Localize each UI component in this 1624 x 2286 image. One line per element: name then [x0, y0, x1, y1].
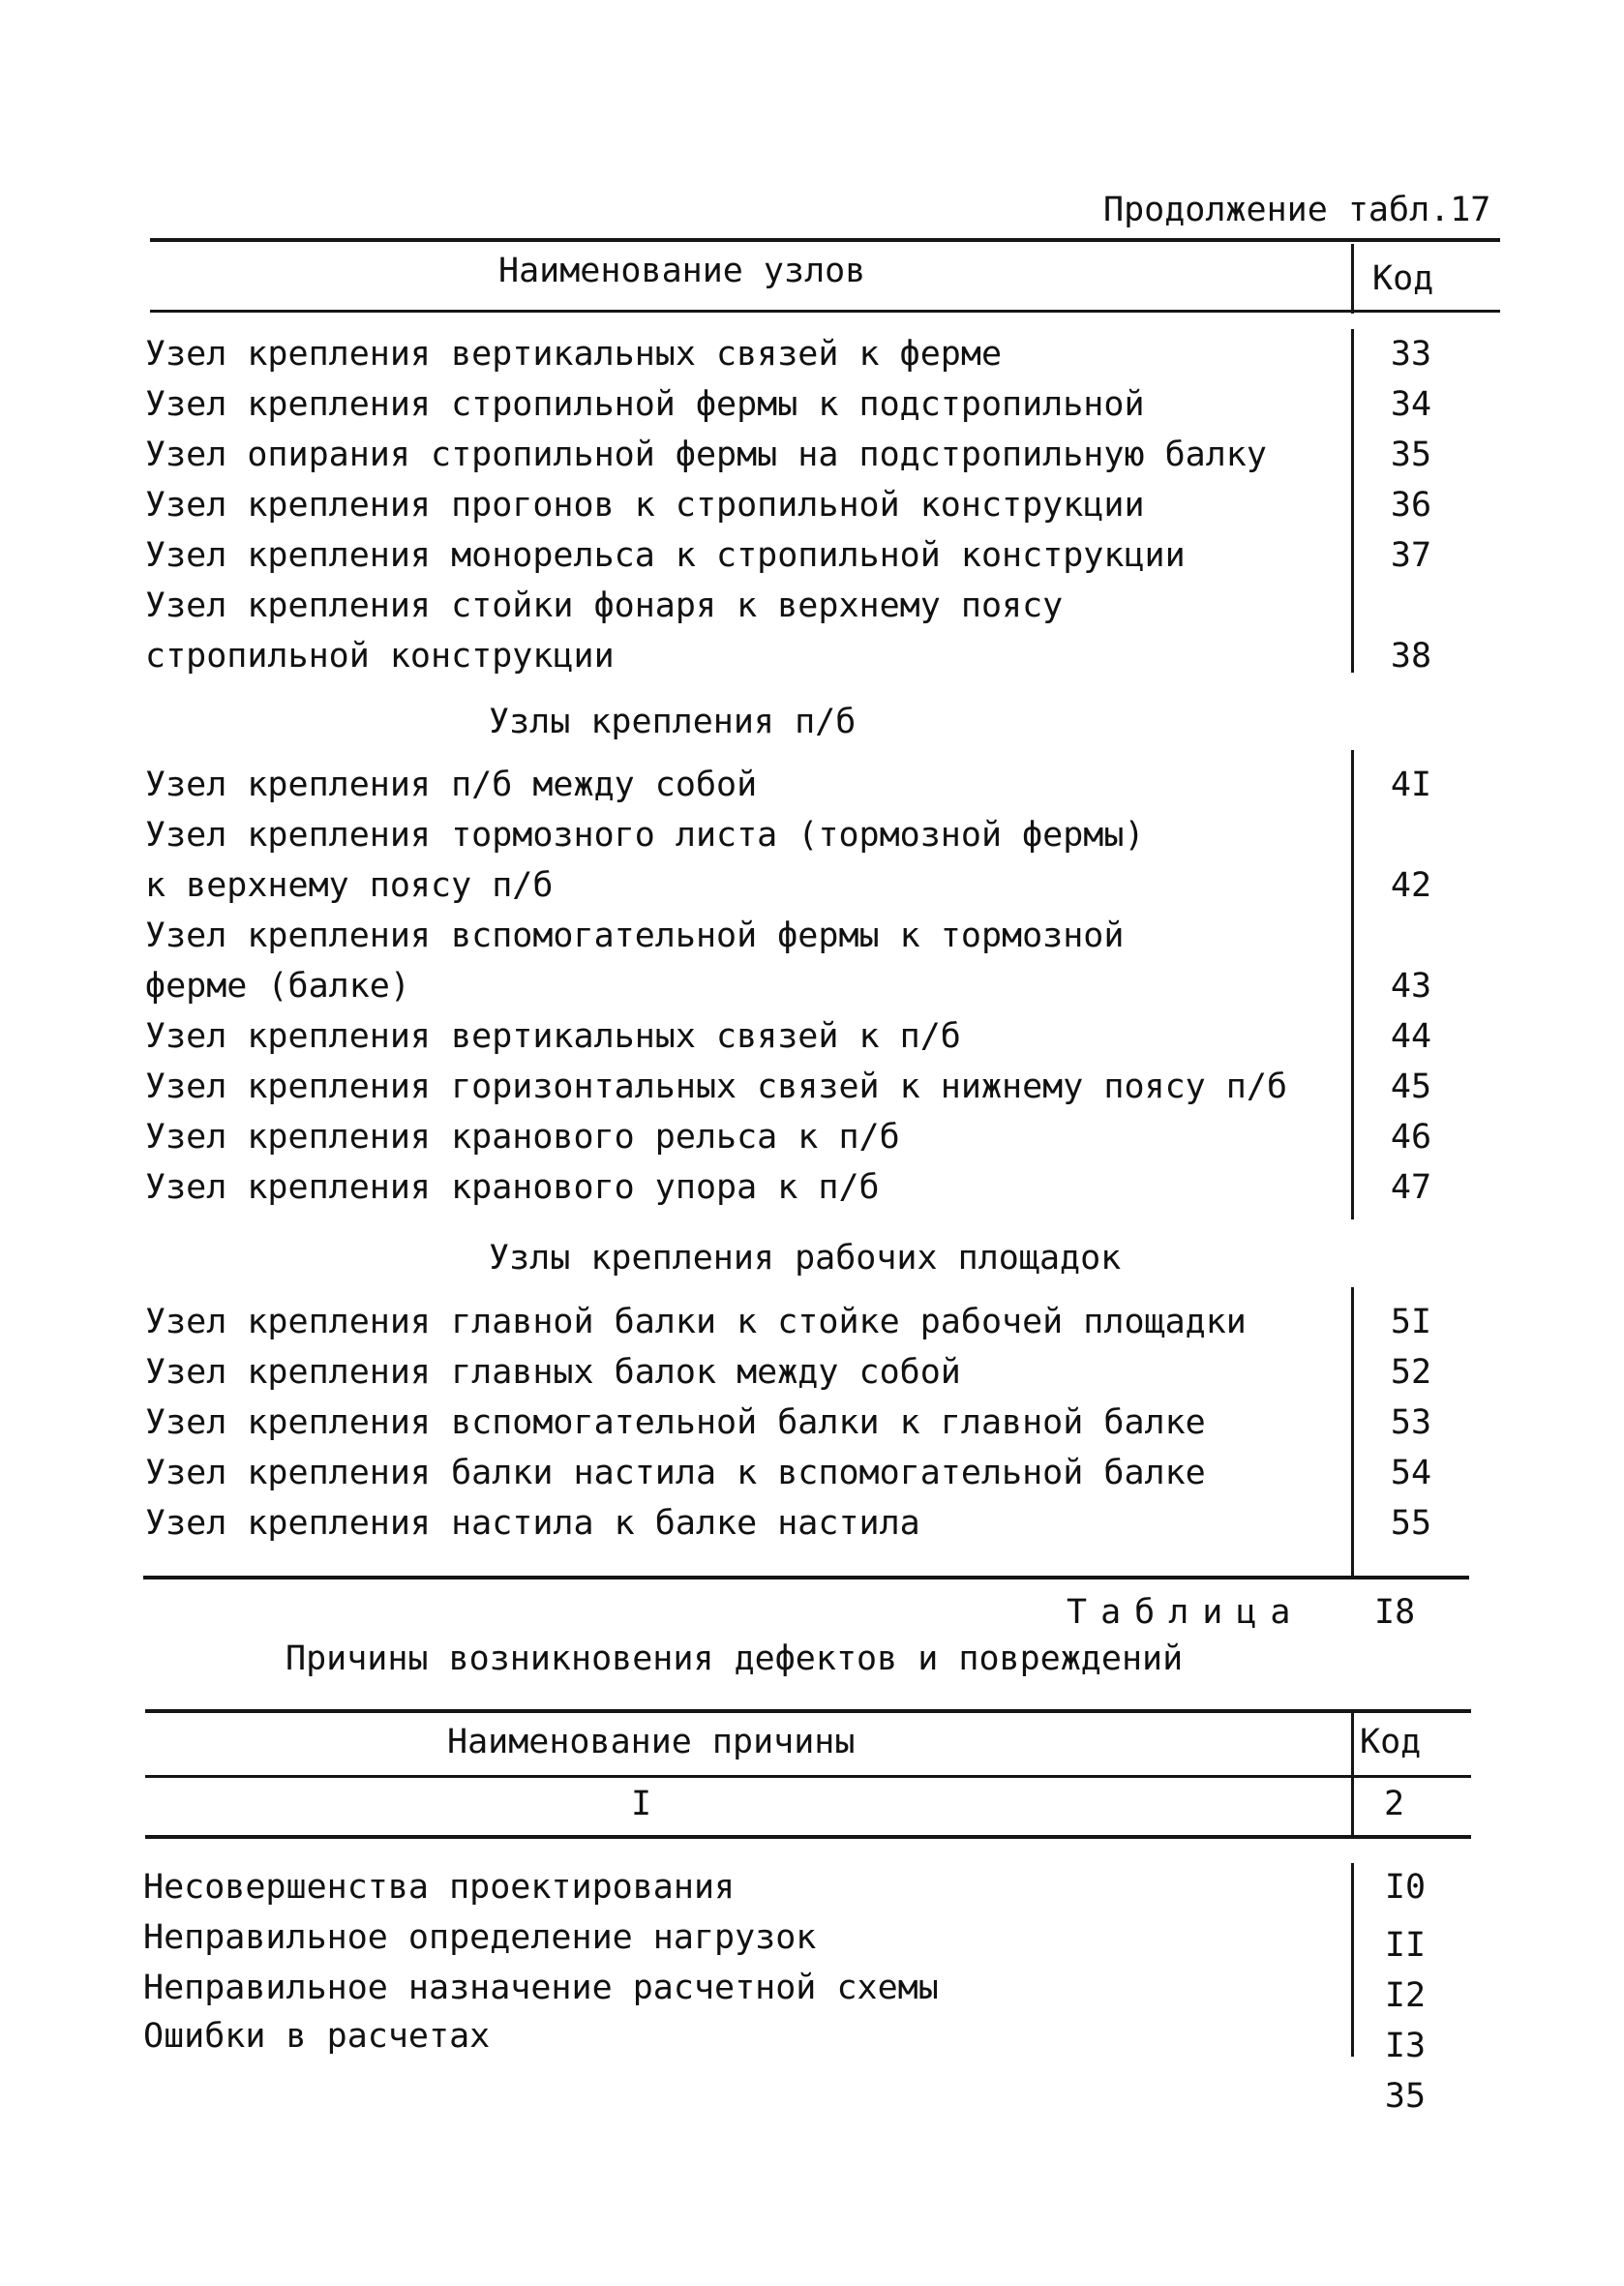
- table18-row-code: I3: [1384, 2027, 1427, 2065]
- table17-header-divider: [1351, 244, 1354, 314]
- table17-row-text: Узел крепления горизонтальных связей к нижнему поясу п/б: [145, 1068, 1288, 1106]
- table17-row-text: Узел крепления п/б между собой: [145, 766, 758, 804]
- table17-row-code: 34: [1390, 385, 1432, 424]
- table17-row-code: 55: [1390, 1504, 1432, 1543]
- table18-row-text: Несовершенства проектирования: [143, 1868, 736, 1907]
- table18-label: Таблица: [1067, 1593, 1305, 1632]
- table17-header-code: Код: [1372, 259, 1434, 298]
- table17-row-code: 44: [1390, 1017, 1432, 1056]
- table18-colnum-code: 2: [1384, 1785, 1405, 1823]
- continuation-label: Продолжение табл.17: [1103, 191, 1491, 229]
- table17-row-code: 52: [1390, 1353, 1432, 1392]
- table17-row-text: Узел крепления кранового рельса к п/б: [145, 1118, 900, 1157]
- table18-colnum-name: I: [631, 1785, 652, 1823]
- table17-row-text-line1: Узел крепления тормозного листа (тормозной фермы): [145, 816, 1145, 855]
- table17-row-text-line2: стропильной конструкции: [145, 637, 615, 676]
- table17-row-text: Узел крепления вертикальных связей к ферме: [145, 335, 1003, 374]
- table17-row-code: 36: [1390, 486, 1432, 525]
- table18-row-text: Неправильное назначение расчетной схемы: [143, 1969, 939, 2007]
- table17-section2-title: Узлы крепления п/б: [489, 703, 857, 741]
- table17-row-code: 38: [1390, 637, 1432, 676]
- table18-top-rule: [145, 1709, 1471, 1713]
- table18-row-code: II: [1384, 1926, 1427, 1965]
- table17-row-text: Узел крепления стропильной фермы к подстропильной: [145, 385, 1145, 424]
- table17-row-code: 4I: [1390, 766, 1432, 804]
- table17-row-code: 45: [1390, 1068, 1432, 1106]
- table18-row-code: I2: [1384, 1976, 1427, 2015]
- table17-row-text: Узел крепления прогонов к стропильной конструкции: [145, 486, 1145, 525]
- table17-row-code: 33: [1390, 335, 1432, 374]
- table17-row-text-line2: ферме (балке): [145, 967, 410, 1006]
- table17-row-text: Узел крепления кранового упора к п/б: [145, 1168, 880, 1207]
- table17-row-code: 35: [1390, 436, 1432, 474]
- table17-row-text: Узел крепления балки настила к вспомогательной балке: [145, 1454, 1206, 1492]
- table18-number: I8: [1374, 1593, 1416, 1632]
- table17-bottom-rule: [143, 1576, 1469, 1579]
- table18-header-name: Наименование причины: [447, 1723, 856, 1761]
- table17-row-text: Узел опирания стропильной фермы на подстропильную балку: [145, 436, 1267, 474]
- table17-row-text: Узел крепления вертикальных связей к п/б: [145, 1017, 961, 1056]
- table17-row-text: Узел крепления главной балки к стойке рабочей площадки: [145, 1303, 1247, 1341]
- table17-row-code: 46: [1390, 1118, 1432, 1157]
- table17-row-code: 47: [1390, 1168, 1432, 1207]
- table17-row-text-line2: к верхнему поясу п/б: [145, 866, 554, 905]
- table17-row-code: 42: [1390, 866, 1432, 905]
- table17-header-name: Наименование узлов: [498, 252, 866, 290]
- table17-row-text: Узел крепления вспомогательной балки к главной балке: [145, 1403, 1206, 1442]
- table18-header-rule: [145, 1775, 1471, 1778]
- table18-row-text: Ошибки в расчетах: [143, 2017, 491, 2056]
- table17-row-code: 54: [1390, 1454, 1432, 1492]
- table18-header-code: Код: [1360, 1723, 1422, 1761]
- page-number: 35: [1384, 2077, 1427, 2116]
- table17-row-text: Узел крепления настила к балке настила: [145, 1504, 920, 1543]
- table17-row-text-line1: Узел крепления вспомогательной фермы к тормозной: [145, 917, 1125, 955]
- table17-row-code: 43: [1390, 967, 1432, 1006]
- table18-row-code: I0: [1384, 1868, 1427, 1907]
- table18-colnum-rule: [145, 1835, 1471, 1839]
- table17-row-code: 5I: [1390, 1303, 1432, 1341]
- table17-section3-title: Узлы крепления рабочих площадок: [489, 1239, 1122, 1278]
- table17-row-code: 37: [1390, 536, 1432, 575]
- table17-header-rule: [150, 310, 1500, 313]
- table17-row-text: Узел крепления главных балок между собой: [145, 1353, 961, 1392]
- table17-row-code: 53: [1390, 1403, 1432, 1442]
- table18-row-text: Неправильное определение нагрузок: [143, 1918, 817, 1957]
- table18-title: Причины возникновения дефектов и повреждений: [286, 1639, 1184, 1678]
- table17-row-text: Узел крепления монорельса к стропильной конструкции: [145, 536, 1186, 575]
- table17-row-text-line1: Узел крепления стойки фонаря к верхнему поясу: [145, 587, 1064, 625]
- table17-top-rule: [150, 238, 1500, 242]
